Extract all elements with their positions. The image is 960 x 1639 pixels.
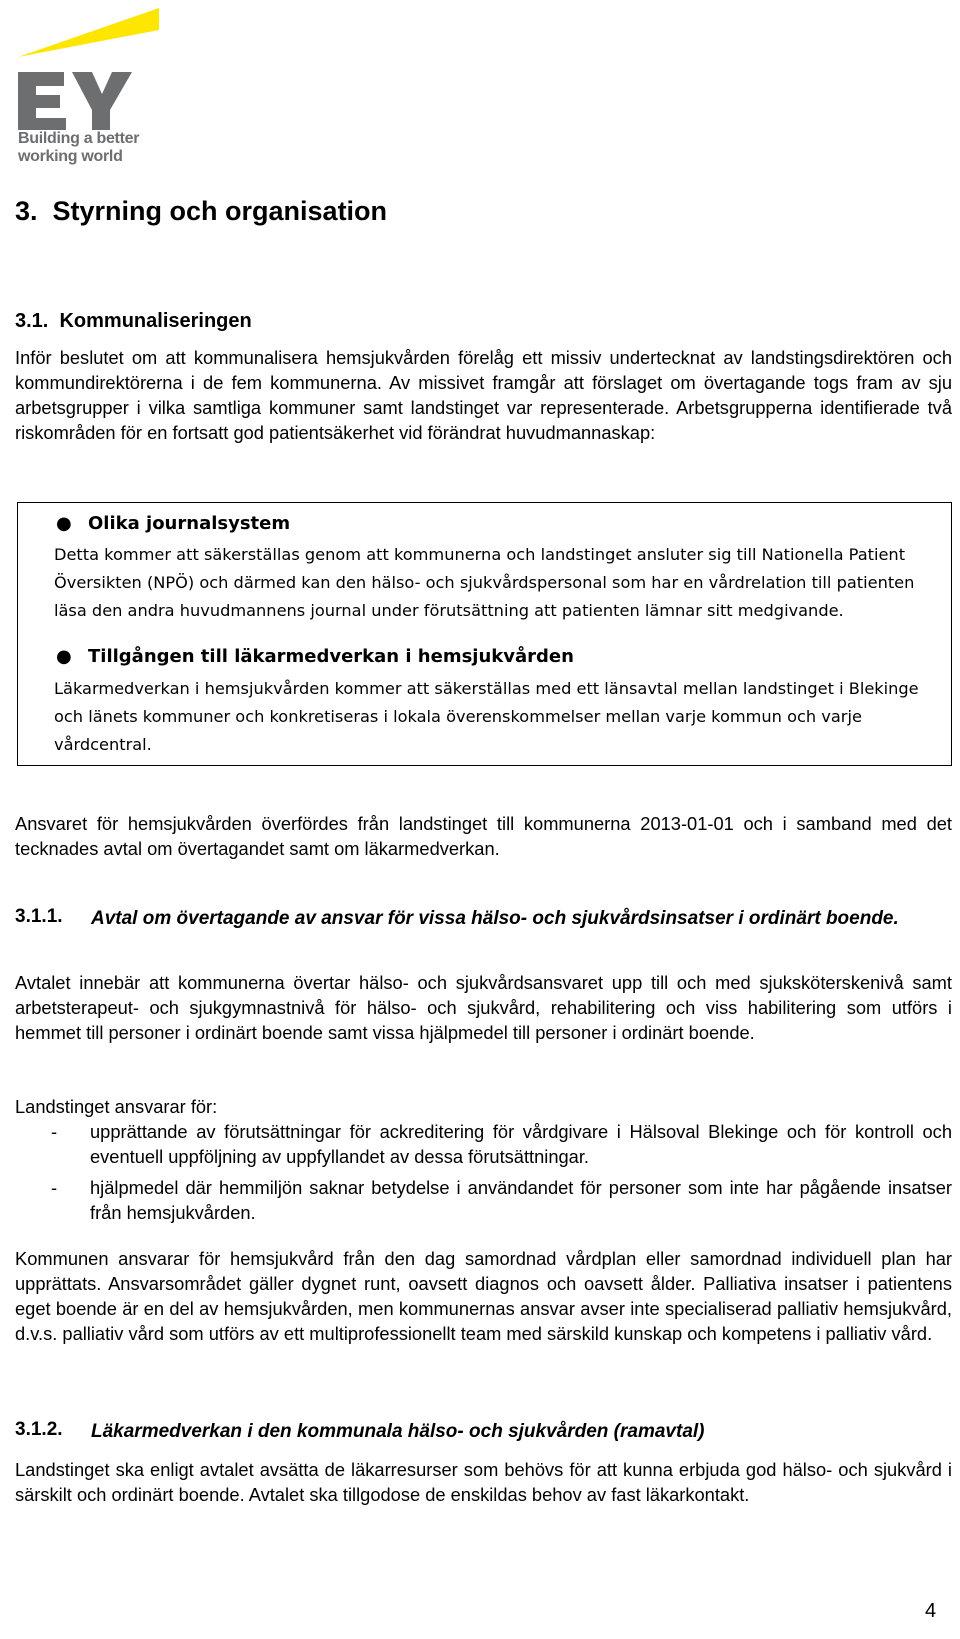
dash-marker: -	[51, 1177, 58, 1198]
paragraph-ansvaret: Ansvaret för hemsjukvården överfördes från landstinget till kommunerna 2013-01-01 och i samband med det tecknades avtal om övertagandet samt om läkarmedverkan.	[15, 813, 952, 859]
section-number: 3.1.1.	[15, 906, 63, 927]
page-number: 4	[925, 1600, 937, 1622]
section-number: 3.1.2.	[15, 1419, 63, 1440]
section-title: Läkarmedverkan i den kommunala hälso- och sjukvården (ramavtal)	[91, 1421, 705, 1442]
section-heading-3-1-2	[15, 1419, 952, 1445]
paragraph-lakarmedverkan: Landstinget ska enligt avtalet avsätta de läkarresurser som behövs för att kunna erbjuda god hälso- och sjukvård i särskilt och ordinärt boende. Avtalet ska tillgodose de enskildas behov av fast läkarkontakt.	[15, 1459, 952, 1505]
section-title: Avtal om övertagande av ansvar för vissa hälso- och sjukvårdsinsatser i ordinärt boende.	[91, 908, 899, 929]
ey-logo-y	[72, 72, 132, 130]
paragraph-kommunen: Kommunen ansvarar för hemsjukvård från den dag samordnad vårdplan eller samordnad individuell plan har upprättats. Ansvarsområdet gäller dygnet runt, oavsett diagnos och oavsett ålder. Palliativa insatser i patientens eget boende är en del av hemsjukvården, men kommunernas ansvar avser inte specialiserad palliativ hemsjukvård, d.v.s. palliativ vård som utförs av ett multiprofessionellt team med särskild kunskap och kompetens i palliativ vård.	[15, 1248, 952, 1344]
list-item-text: hjälpmedel där hemmiljön saknar betydelse i användandet för personer som inte har pågående insatser från hemsjukvården.	[90, 1177, 952, 1223]
risk-areas-box	[17, 502, 952, 766]
risk-item-title: Olika journalsystem	[88, 513, 291, 534]
dash-marker: -	[51, 1121, 58, 1142]
paragraph-avtalet: Avtalet innebär att kommunerna övertar hälso- och sjukvårdsansvaret upp till och med sjuksköterskenivå samt arbetsterapeut- och sjukgymnastnivå för hälso- och sjukvård, rehabilitering och viss habilitering som utförs i hemmet till personer i ordinärt boende samt vissa hjälpmedel till personer i ordinärt boende.	[15, 972, 952, 1043]
section-heading-3-1-1	[15, 906, 952, 958]
ey-logo-beam	[18, 8, 159, 57]
risk-item-text: Detta kommer att säkerställas genom att kommunerna och landstinget ansluter sig till Nationella Patient Översikten (NPÖ) och därmed kan den hälso- och sjukvårdspersonal som har en vårdrelation till patienten läsa den andra huvudmannens journal under förutsättning att patienten lämnar sitt medgivande.	[54, 545, 915, 620]
ey-logo-tagline: Building a better working world	[18, 130, 140, 165]
ey-logo-e	[18, 72, 66, 130]
ey-logo-mark	[14, 2, 164, 132]
list-item	[15, 1175, 952, 1225]
bullet-icon: ●	[56, 646, 72, 667]
bullet-icon: ●	[56, 513, 72, 534]
section-heading-3: 3. Styrning och organisation	[15, 196, 388, 226]
section-heading-3-1: 3.1. Kommunaliseringen	[15, 310, 252, 332]
paragraph-landstinget-intro: Landstinget ansvarar för:	[15, 1096, 218, 1117]
risk-item-title: Tillgången till läkarmedverkan i hemsjukvården	[88, 646, 574, 667]
paragraph-intro: Inför beslutet om att kommunalisera hemsjukvården förelåg ett missiv undertecknat av landstingsdirektören och kommundirektörerna i de fem kommunerna. Av missivet framgår att förslaget om övertagande togs fram av sju arbetsgrupper i vilka samtliga kommuner samt landstinget var representerade. Arbetsgrupperna identifierade två riskområden för en fortsatt god patientsäkerhet vid förändrat huvudmannaskap:	[15, 347, 952, 443]
list-item-text: upprättande av förutsättningar för ackreditering för vårdgivare i Hälsoval Blekinge och för kontroll och eventuell uppföljning av uppfyllandet av dessa förutsättningar.	[90, 1121, 952, 1167]
landstinget-responsibilities-list	[15, 1119, 952, 1231]
risk-item-text: Läkarmedverkan i hemsjukvården kommer att säkerställas med ett länsavtal mellan landstinget i Blekinge och länets kommuner och konkretiseras i lokala överenskommelser mellan varje kommun och varje vårdcentral.	[54, 679, 919, 754]
list-item	[15, 1119, 952, 1169]
